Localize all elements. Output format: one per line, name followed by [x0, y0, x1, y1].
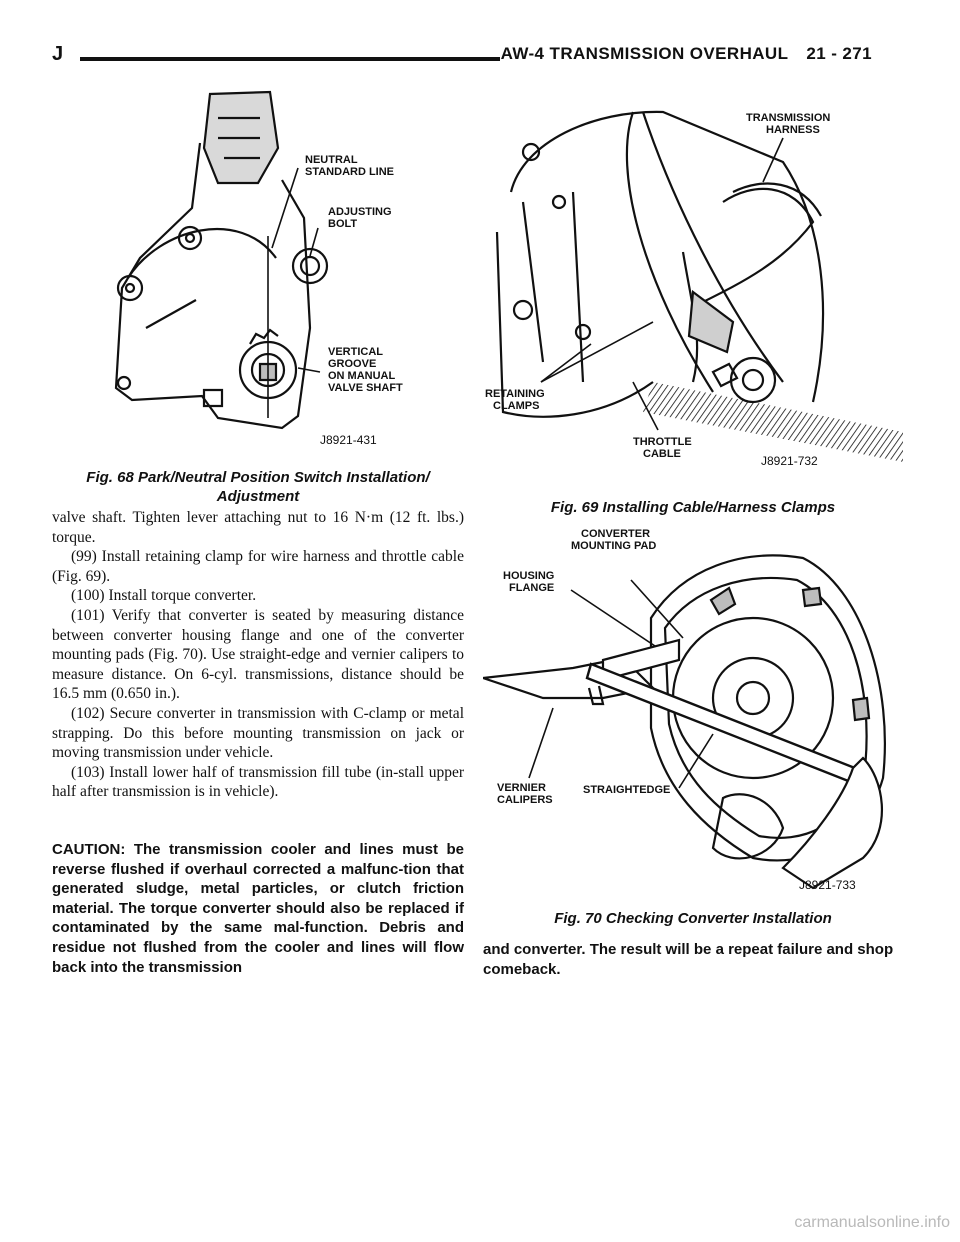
fig68-caption: [52, 468, 464, 506]
transmission-harness-label: [746, 112, 830, 136]
straightedge-label: STRAIGHTEDGE: [583, 784, 671, 796]
section-letter: J: [52, 43, 64, 65]
page-number: 21 - 271: [806, 44, 872, 63]
paragraph: (103) Install lower half of transmission fill tube (in-stall upper half after transmission is in vehicle).: [52, 763, 464, 801]
switch-drawing: [100, 88, 460, 466]
label-line: TRANSMISSION: [746, 112, 831, 124]
fig69-id: J8921-732: [761, 454, 818, 468]
fig68-illustration: [100, 88, 460, 466]
label-line: CONVERTER: [581, 528, 651, 540]
fig69-illustration: [483, 82, 908, 482]
caption-line: Fig. 68 Park/Neutral Position Switch Installation/: [86, 469, 430, 486]
label-line: NEUTRAL: [305, 154, 358, 166]
header-rule: [80, 57, 500, 61]
vernier-calipers-label: [497, 782, 553, 806]
paragraph: (99) Install retaining clamp for wire harness and throttle cable (Fig. 69).: [52, 548, 464, 585]
label-line: MOUNTING PAD: [571, 540, 657, 552]
fig69-caption: Fig. 69 Installing Cable/Harness Clamps: [550, 499, 836, 516]
label-line: HARNESS: [766, 124, 820, 136]
transmission-drawing: [483, 82, 908, 482]
converter-mounting-pad-label: [571, 528, 656, 552]
site-watermark: carmanualsonline.info: [794, 1214, 950, 1231]
label-line: CLAMPS: [493, 400, 540, 412]
label-line: FLANGE: [509, 582, 555, 594]
label-line: ON MANUAL: [328, 370, 396, 382]
housing-flange-label: [503, 570, 554, 594]
fig68-id: J8921-431: [320, 433, 377, 447]
caption-line: Adjustment: [216, 488, 300, 505]
label-line: ADJUSTING: [328, 206, 392, 218]
paragraph: valve shaft. Tighten lever attaching nut to 16 N·m (12 ft. lbs.) torque.: [52, 509, 464, 546]
fig70-illustration: [483, 528, 908, 908]
label-line: GROOVE: [328, 358, 377, 370]
label-line: HOUSING: [503, 570, 555, 582]
vertical-groove-label: [328, 346, 403, 394]
paragraph: (100) Install torque converter.: [71, 587, 257, 605]
paragraph: (101) Verify that converter is seated by measuring distance between converter housing flange and one of the converter mounting pads (Fig. 70). Use straight-edge and vernier calipers to measure distance. On 6-cyl. transmissions, distance should be 16.5 mm (0.650 in.).: [52, 606, 464, 703]
paragraph: (102) Secure converter in transmission with C-clamp or metal strapping. Do this before mounting transmission on jack or moving transmission under vehicle.: [52, 704, 464, 762]
page-header: [501, 44, 872, 64]
label-line: STANDARD LINE: [305, 166, 395, 178]
label-line: BOLT: [328, 218, 358, 230]
neutral-standard-line-label: [305, 154, 394, 178]
label-line: CABLE: [643, 448, 681, 460]
fig70-caption: Fig. 70 Checking Converter Installation: [554, 910, 832, 927]
caution-continuation: and converter. The result will be a repeat failure and shop comeback.: [483, 941, 894, 978]
throttle-cable-label: [633, 436, 692, 460]
label-line: CALIPERS: [497, 794, 553, 806]
fig70-id: J8921-733: [799, 878, 856, 892]
header-title: AW-4 TRANSMISSION OVERHAUL: [500, 44, 789, 63]
body-text: [52, 508, 464, 802]
label-line: THROTTLE: [633, 436, 692, 448]
adjusting-bolt-label: [328, 206, 392, 230]
label-line: VALVE SHAFT: [328, 382, 403, 394]
caution-note: CAUTION: The transmission cooler and lines must be reverse flushed if overhaul corrected a malfunc-tion that generated sludge, metal particles, or clutch friction material. The torque converter should also be replaced if contaminated by the same mal-function. Debris and residue not flushed from the cooler and lines will flow back into the transmission: [52, 841, 464, 976]
retaining-clamps-label: [485, 388, 545, 412]
label-line: VERTICAL: [328, 346, 383, 358]
label-line: VERNIER: [497, 782, 546, 794]
label-line: RETAINING: [485, 388, 545, 400]
